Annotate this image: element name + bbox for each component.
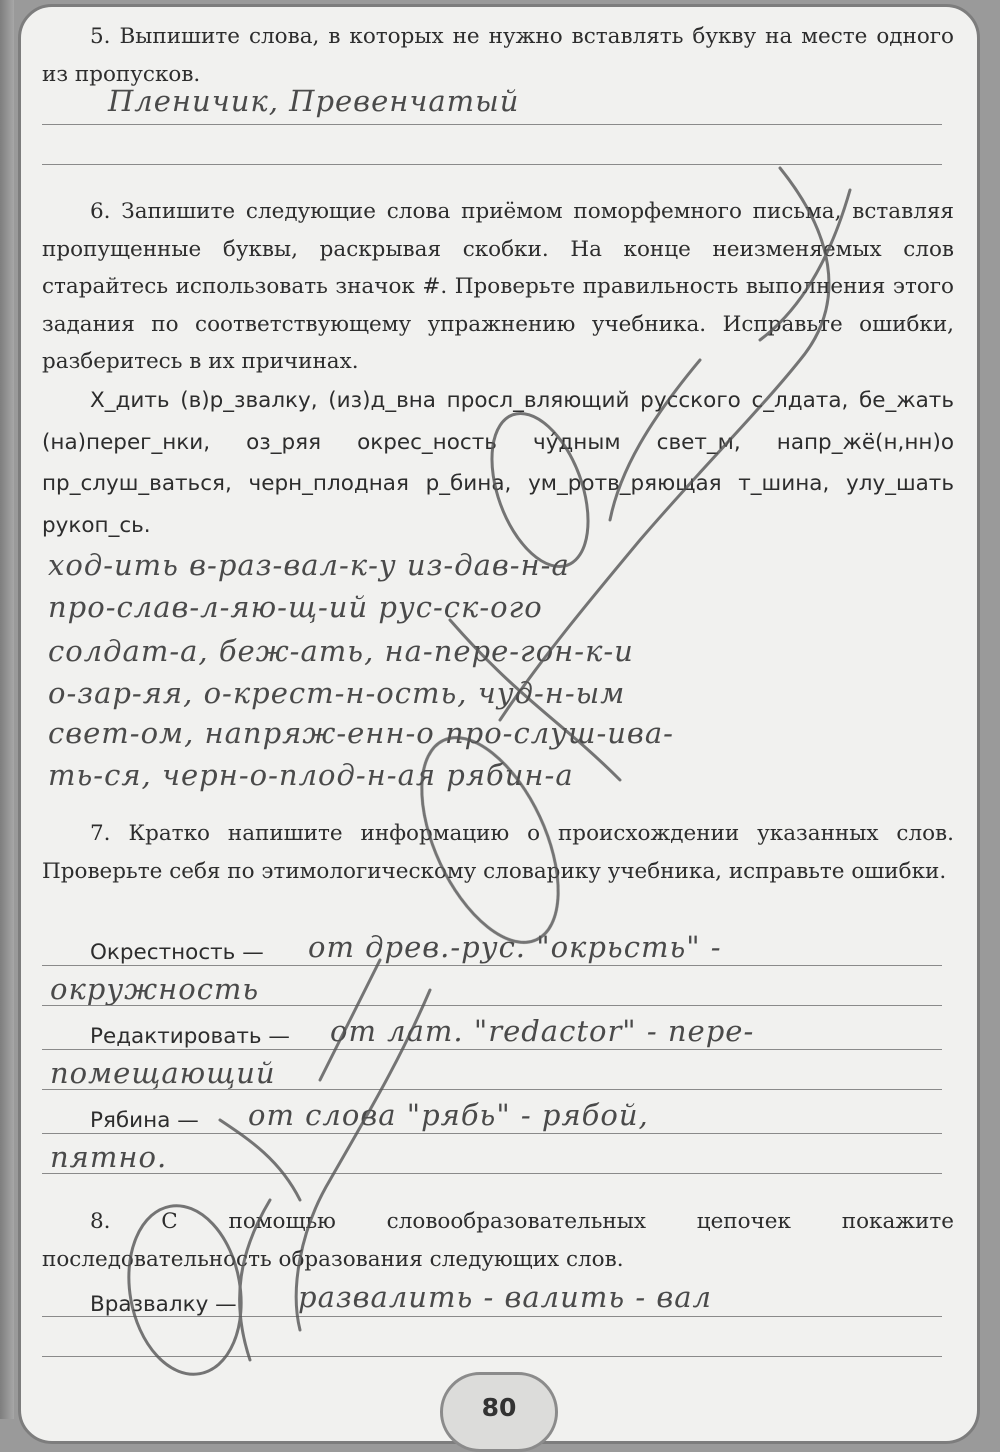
task-6-answer-line: солдат-а, беж-ать, на-пере-гон-к-и bbox=[48, 634, 634, 668]
etymology-answer: пятно. bbox=[50, 1140, 168, 1174]
task-5-answer: Пленичик, Превенчатый bbox=[108, 84, 520, 118]
page-number-tab bbox=[440, 1372, 558, 1452]
term-okrestnost: Окрестность — bbox=[90, 940, 264, 965]
task-5-prompt: 5. Выпишите слова, в которых не нужно вставлять букву на месте одного из пропусков. bbox=[42, 24, 954, 87]
etymology-answer: от слова "рябь" - рябой, bbox=[248, 1098, 649, 1132]
task-6-answer-line: про-слав-л-яю-щ-ий рус-ск-ого bbox=[48, 590, 543, 624]
page-number: 80 bbox=[481, 1393, 517, 1422]
term-ryabina: Рябина — bbox=[90, 1108, 199, 1133]
etymology-answer: от древ.-рус. "окрьсть" - bbox=[308, 930, 722, 964]
term-redaktirovat: Редактировать — bbox=[90, 1024, 290, 1049]
task-6-answer-line: свет-ом, напряж-енн-о про-слуш-ива- bbox=[48, 716, 674, 750]
term-vrazvalku: Вразвалку — bbox=[90, 1292, 237, 1317]
task-6-prompt: 6. Запишите следующие слова приёмом поморфемного письма, вставляя пропущенные буквы, раскрывая скобки. На конце неизменяемых слов старайтесь использовать значок #. Проверьте правильность выполнения этого задания по соответствующему упражнению учебника. Исправьте ошибки, разберитесь в их причинах. bbox=[42, 199, 954, 374]
task-7-prompt: 7. Кратко напишите информацию о происхождении указанных слов. Проверьте себя по этимологическому словарику учебника, исправьте ошибки. bbox=[42, 821, 954, 884]
task-6-answer-line: о-зар-яя, о-крест-н-ость, чуд-н-ым bbox=[48, 676, 626, 710]
word-formation-chain: развалить - валить - вал bbox=[298, 1280, 712, 1314]
task-6-answer-line: ход-ить в-раз-вал-к-у из-дав-н-а bbox=[48, 548, 570, 582]
task-6-answer-line: ть-ся, черн-о-плод-н-ая рябин-а bbox=[48, 758, 574, 792]
task-8-prompt: 8. С помощью словообразовательных цепочек покажите последовательность образования следующих слов. bbox=[42, 1209, 954, 1272]
etymology-answer: от лат. "redactor" - пере- bbox=[330, 1014, 755, 1048]
task-6-exercise: Х_дить (в)р_звалку, (из)д_вна просл_вляющий русского с_лдата, бе_жать (на)перег_нки, оз_ряя окрес_ность чу́дным свет_м, напр_жё(н,нн)о пр_слуш_ваться, черн_плодная р_бина, ум_ротв_ряющая т_шина, улу_шать рукоп_сь. bbox=[42, 388, 954, 538]
etymology-answer: помещающий bbox=[50, 1056, 276, 1090]
etymology-answer: окружность bbox=[50, 972, 260, 1006]
